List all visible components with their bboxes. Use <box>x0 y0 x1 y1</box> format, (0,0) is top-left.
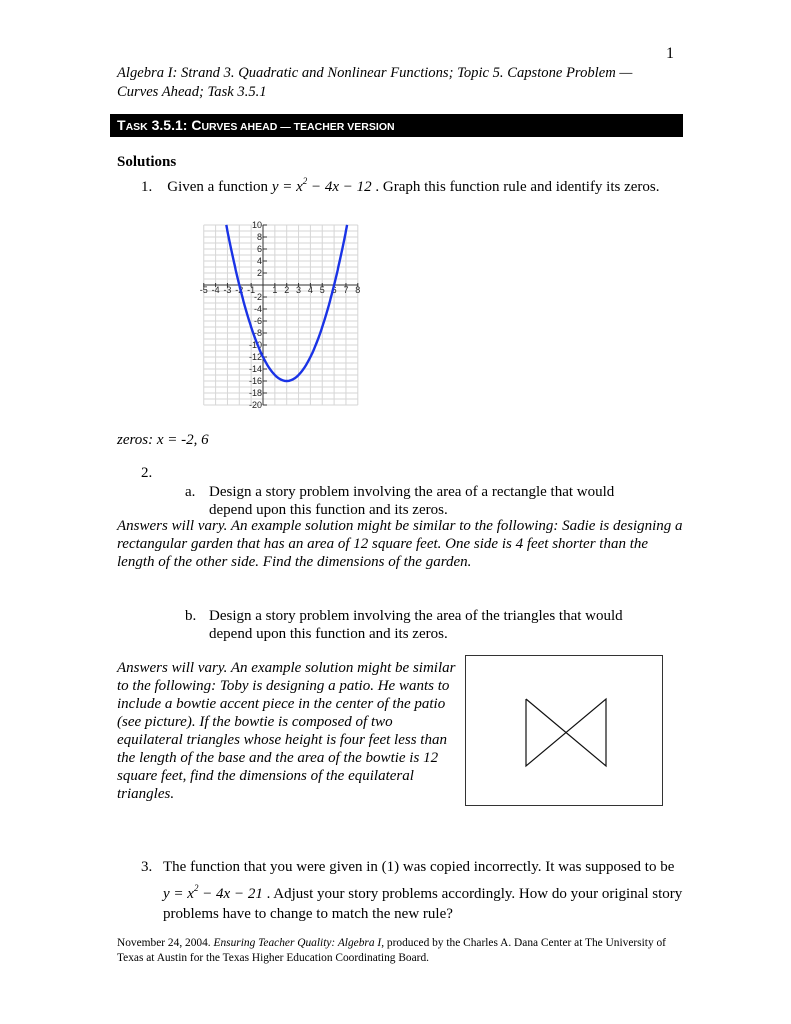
document-header: Algebra I: Strand 3. Quadratic and Nonlinear Functions; Topic 5. Capstone Problem — Curves Ahead; Task 3.5.1 <box>117 65 633 100</box>
page-footer: November 24, 2004. Ensuring Teacher Quality: Algebra I, produced by the Charles A. Dana Center at The University of Texas at Austin for the Texas Higher Education Coordinating Board. <box>117 937 666 964</box>
equation: $y = x^2 - 4x - 12$ <box>271 176 372 195</box>
question-text: The function that you were given in (1) was copied incorrectly. It was supposed to be $y = x^2 - 4x - 21$ . Adjust your story problems accordingly. How do your original story problems have to change to match the new rule? <box>163 859 683 922</box>
svg-text:-5: -5 <box>200 285 208 295</box>
svg-text:6: 6 <box>256 244 262 254</box>
svg-text:-3: -3 <box>223 285 232 295</box>
svg-text:-8: -8 <box>253 328 262 338</box>
svg-text:8: 8 <box>256 232 262 242</box>
svg-text:-4: -4 <box>211 285 220 295</box>
banner-title-rest: URVES AHEAD — TEACHER VERSION <box>201 121 395 133</box>
svg-text:4: 4 <box>256 256 262 266</box>
svg-text:3: 3 <box>296 285 302 295</box>
page-number: 1 <box>666 45 674 62</box>
banner-task-num: 3.5.1: <box>147 117 192 133</box>
answer-2a: Answers will vary. An example solution might be similar to the following: Sadie is designing a rectangular garden that has an area of 12 square feet. One side is 4 feet shorter than the length of the other side. Find the dimensions of the garden. <box>117 518 683 570</box>
svg-text:-2: -2 <box>253 292 262 302</box>
equation: $y = x^2 - 4x - 21$ <box>163 882 263 902</box>
question-text: Given a function <box>167 179 272 195</box>
question-number: 1. <box>141 179 153 195</box>
svg-text:6: 6 <box>331 285 337 295</box>
item-label: b. <box>185 608 197 624</box>
zeros-answer: zeros: x = -2, 6 <box>117 432 209 448</box>
svg-text:-20: -20 <box>248 400 262 409</box>
svg-text:-12: -12 <box>248 352 262 362</box>
svg-text:7: 7 <box>343 285 349 295</box>
banner-task-first: T <box>117 117 126 133</box>
question-2-number: 2. <box>141 465 153 481</box>
section-title: Solutions <box>117 154 177 170</box>
svg-text:-1: -1 <box>247 285 256 295</box>
svg-text:2: 2 <box>256 268 262 278</box>
svg-text:1: 1 <box>272 285 278 295</box>
svg-text:-6: -6 <box>253 316 262 326</box>
publication-title: Ensuring Teacher Quality: Algebra I <box>213 937 382 949</box>
svg-text:-2: -2 <box>235 285 244 295</box>
bowtie-figure <box>465 655 663 806</box>
item-label: a. <box>185 484 196 500</box>
question-number: 3. <box>141 859 153 875</box>
parabola-graph <box>200 214 370 414</box>
svg-text:-14: -14 <box>248 364 262 374</box>
svg-text:8: 8 <box>355 285 361 295</box>
svg-text:-16: -16 <box>248 376 262 386</box>
svg-text:5: 5 <box>319 285 325 295</box>
bowtie-icon <box>466 656 662 805</box>
svg-text:-10: -10 <box>248 340 262 350</box>
answer-2b: Answers will vary. An example solution might be similar to the following: Toby is designing a patio. He wants to include a bowtie accent piece in the center of the patio (see picture). If the bowtie is composed of two equilateral triangles whose height is four feet less than the length of the base and the area of the bowtie is 12 square feet, find the dimensions of the equilateral triangles. <box>117 660 456 802</box>
task-title-banner <box>110 114 683 137</box>
item-text: Design a story problem involving the area of the triangles that would depend upon this function and its zeros. <box>209 608 623 642</box>
banner-task-rest: ASK <box>125 121 148 133</box>
svg-text:-4: -4 <box>253 304 262 314</box>
question-1: 1. Given a function $y = x^2 - 4x - 12$ . Graph this function rule and identify its zeros. <box>141 176 660 195</box>
svg-text:2: 2 <box>284 285 290 295</box>
banner-title-first: C <box>191 117 202 133</box>
svg-text:10: 10 <box>251 220 262 230</box>
graph-canvas <box>200 214 370 409</box>
item-text: Design a story problem involving the area of a rectangle that would depend upon this function and its zeros. <box>209 484 615 518</box>
svg-text:4: 4 <box>307 285 313 295</box>
svg-text:-18: -18 <box>248 388 262 398</box>
